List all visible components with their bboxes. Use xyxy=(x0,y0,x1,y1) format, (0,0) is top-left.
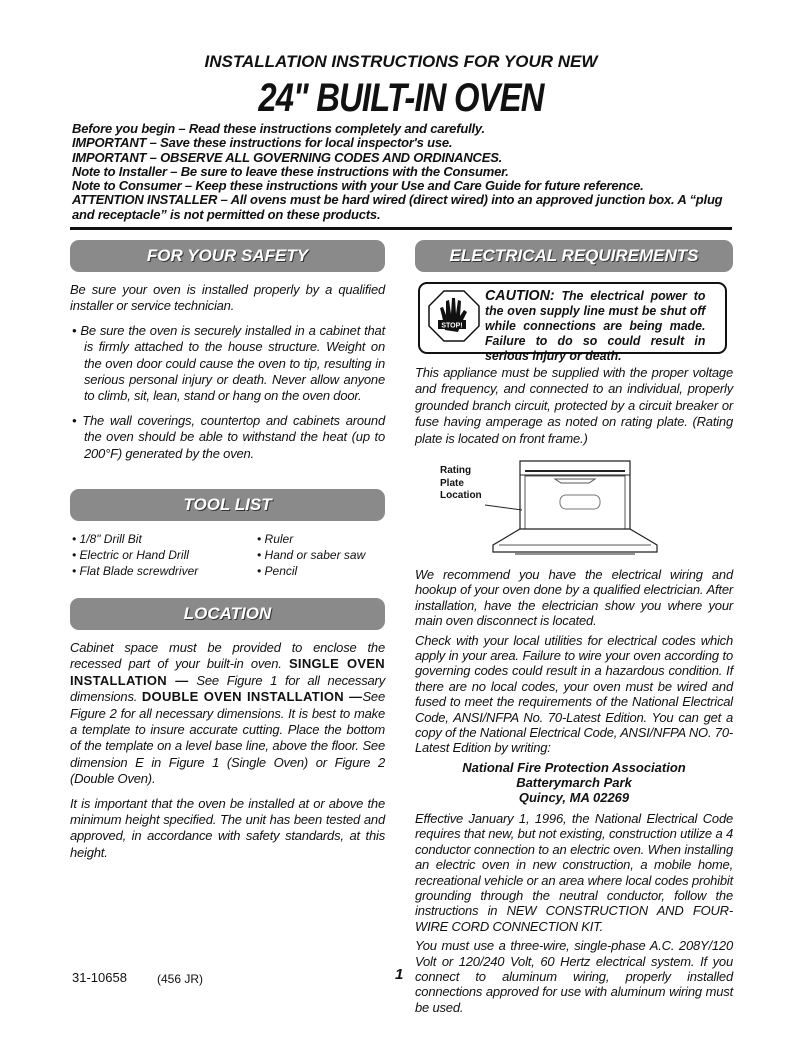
paragraph: This appliance must be supplied with the proper voltage and frequency, and connected to an individual, properly grounded branch circuit, protected by a circuit breaker or fuse having amperage as noted on rating plate. (Rating plate is located on front frame.) xyxy=(415,365,733,446)
tool-item: • Pencil xyxy=(257,564,298,578)
tool-item: • Flat Blade screwdriver xyxy=(72,564,199,578)
caution-message: The electrical power to the oven supply line must be shut off while connections are being made. Failure to do so could result in serious injury or death. xyxy=(485,288,706,363)
paragraph xyxy=(70,640,385,788)
caution-label: CAUTION: xyxy=(485,287,555,304)
print-code: (456 JR) xyxy=(157,972,204,986)
bullet: • Be sure the oven is securely installed in a cabinet that is firmly attached to the house structure. Weight on the oven door could cause the oven to tip, resulting in serious personal injury or death. Never allow anyone to climb, sit, lean, stand or hang on the oven door. xyxy=(72,322,385,404)
text: Cabinet space must be provided to enclose the recessed part of your built-in oven. xyxy=(70,640,385,672)
stop-text: STOP! xyxy=(441,322,463,330)
intro-line: Note to Installer – Be sure to leave these instructions with the Consumer. xyxy=(72,163,509,179)
page-number: 1 xyxy=(395,966,404,983)
bullet: • The wall coverings, countertop and cabinets around the oven should be able to withstand the heat (up to 200°F) generated by the oven. xyxy=(72,412,385,461)
paragraph: Check with your local utilities for electrical codes which apply in your area. Failure to wire your oven according to governing codes could result in a hazardous condition. If there are no local codes, your oven must be wired and fused to meet the requirements of the National Electrical Code, ANSI/NFPA No. 70-Latest Edition. You can get a copy of the National Electrical Code, ANSI/NFPA NO. 70-Latest Edition by writing: xyxy=(415,632,733,756)
location-section xyxy=(70,640,385,869)
text: See Figure 2 for all necessary dimensions. It is best to make a template to insure accurate cutting. Place the bottom of the template on a level base line, above the floor. See dimension E in Figure 1 (Single Oven) or Figure 2 (Double Oven). xyxy=(70,689,385,787)
oven-illustration xyxy=(485,455,665,557)
paragraph: We recommend you have the electrical wiring and hookup of your oven done by a qualified electrician. After installation, have the electrician show you where your main oven disconnect is located. xyxy=(415,567,733,629)
paragraph: Be sure your oven is installed properly by a qualified installer or service technician. xyxy=(70,282,385,314)
tool-item: • Hand or saber saw xyxy=(257,548,366,562)
label-line: Plate xyxy=(440,477,464,489)
part-number: 31-10658 xyxy=(72,970,127,985)
text: See Figure 1 for all necessary dimensions. xyxy=(70,672,385,705)
tool-list-heading: TOOL LIST xyxy=(70,489,385,521)
intro-line: IMPORTANT – OBSERVE ALL GOVERNING CODES AND ORDINANCES. xyxy=(72,149,503,165)
address-line: Quincy, MA 02269 xyxy=(518,789,630,805)
paragraph: It is important that the oven be installed at or above the minimum height specified. The unit has been tested and approved, in accordance with safety standards, at this height. xyxy=(70,795,385,860)
electrical-text xyxy=(415,567,733,1019)
tool-item: • Ruler xyxy=(257,532,294,546)
figure-label xyxy=(440,465,482,503)
electrical-heading: ELECTRICAL REQUIREMENTS xyxy=(415,240,733,272)
tool-item: • Electric or Hand Drill xyxy=(72,548,189,562)
intro-line: Note to Consumer – Keep these instructions with your Use and Care Guide for future reference. xyxy=(72,178,644,194)
tool-list xyxy=(72,531,387,579)
paragraph: Effective January 1, 1996, the National Electrical Code requires that new, but not existing, construction utilize a 4 conductor connection to an electric oven. When installing an electric oven in new construction, a mobile home, recreational vehicle or an area where local codes prohibit grounding through the neutral conductor, follow the instructions in NEW CONSTRUCTION AND FOUR-WIRE CORD CONNECTION KIT. xyxy=(415,810,733,934)
tool-item: • 1/8" Drill Bit xyxy=(72,532,142,546)
intro-line: Before you begin – Read these instructions completely and carefully. xyxy=(72,121,485,136)
divider xyxy=(70,227,732,230)
page-title: 24" BUILT-IN OVEN xyxy=(258,76,544,120)
emphasis: SINGLE OVEN INSTALLATION — xyxy=(70,656,385,688)
safety-section xyxy=(70,282,385,470)
safety-heading: FOR YOUR SAFETY xyxy=(70,240,385,272)
stop-hand-icon xyxy=(428,290,480,342)
location-heading: LOCATION xyxy=(70,598,385,630)
label-line: Location xyxy=(440,490,482,501)
label-line: Rating xyxy=(440,465,472,476)
emphasis: DOUBLE OVEN INSTALLATION — xyxy=(141,689,363,705)
mailing-address xyxy=(415,760,733,805)
caution-text xyxy=(485,288,705,363)
subtitle: INSTALLATION INSTRUCTIONS FOR YOUR NEW xyxy=(204,52,598,71)
address-line: Batterymarch Park xyxy=(516,774,632,790)
intro-notes xyxy=(72,122,734,222)
intro-line: IMPORTANT – Save these instructions for local inspector's use. xyxy=(72,135,453,151)
intro-line: ATTENTION INSTALLER – All ovens must be hard wired (direct wired) into an approved junction box. A “plug and receptacle” is not permitted on these products. xyxy=(72,192,723,222)
paragraph: You must use a three-wire, single-phase A.C. 208Y/120 Volt or 120/240 Volt, 60 Hertz electrical system. If you connect to aluminum wiring, properly installed connections approved for use with aluminum wiring must be used. xyxy=(415,938,733,1015)
address-line: National Fire Protection Association xyxy=(462,759,686,775)
